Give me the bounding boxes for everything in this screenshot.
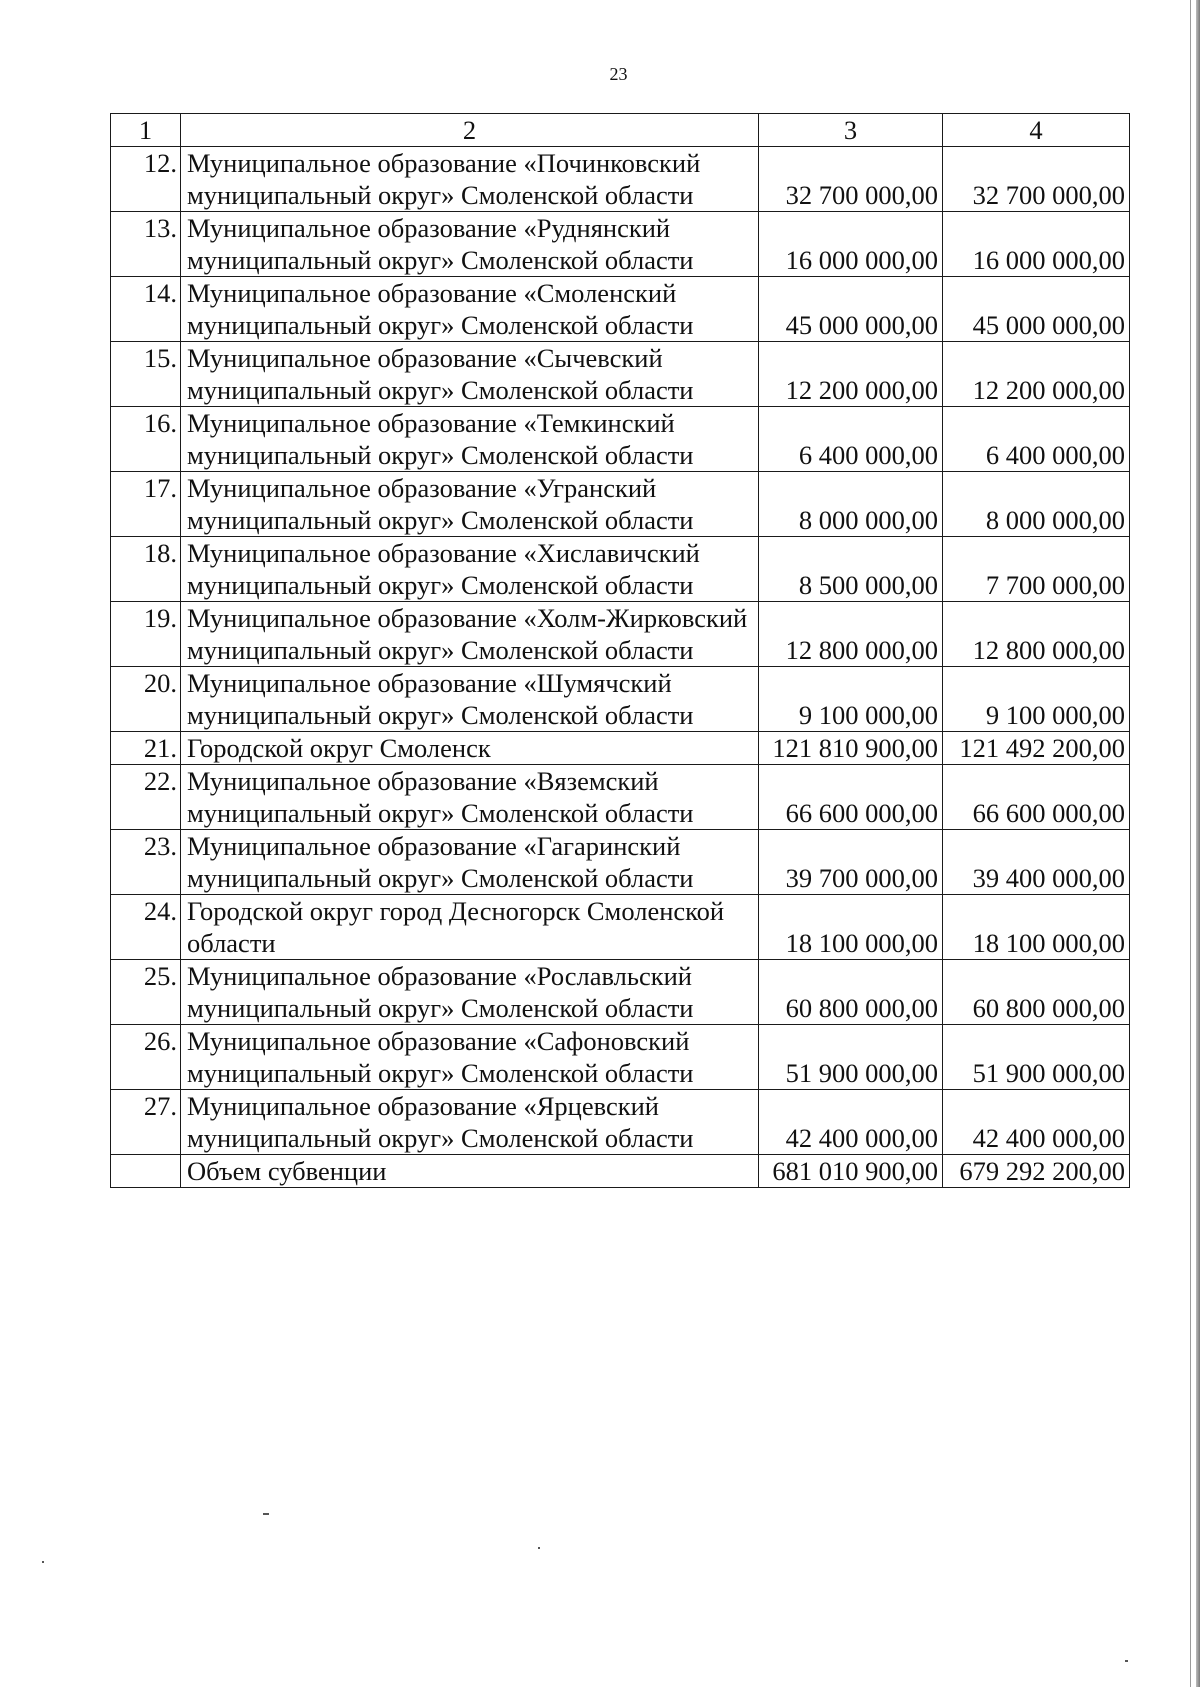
column-header: 3 (759, 114, 943, 147)
table-row (111, 1025, 1130, 1090)
row-number: 18. (111, 537, 181, 602)
table-row (111, 342, 1130, 407)
table-row (111, 732, 1130, 765)
table-row (111, 407, 1130, 472)
amount-col4: 60 800 000,00 (943, 960, 1130, 1025)
table-row (111, 472, 1130, 537)
row-number: 24. (111, 895, 181, 960)
table-row (111, 830, 1130, 895)
amount-col3: 66 600 000,00 (759, 765, 943, 830)
amount-col4: 32 700 000,00 (943, 147, 1130, 212)
row-number: 22. (111, 765, 181, 830)
row-number: 16. (111, 407, 181, 472)
amount-col3: 16 000 000,00 (759, 212, 943, 277)
municipality-name: Муниципальное образование «Сычевский муниципальный округ» Смоленской области (181, 342, 759, 407)
amount-col3: 32 700 000,00 (759, 147, 943, 212)
table-row (111, 147, 1130, 212)
amount-col4: 16 000 000,00 (943, 212, 1130, 277)
amount-col3: 9 100 000,00 (759, 667, 943, 732)
table-row (111, 667, 1130, 732)
municipality-name: Объем субвенции (181, 1155, 759, 1188)
amount-col4: 66 600 000,00 (943, 765, 1130, 830)
binding-edge-shadow (1196, 0, 1200, 1687)
municipality-name: Муниципальное образование «Шумячский муниципальный округ» Смоленской области (181, 667, 759, 732)
row-number: 21. (111, 732, 181, 765)
municipality-name: Городской округ Смоленск (181, 732, 759, 765)
municipality-name: Муниципальное образование «Починковский муниципальный округ» Смоленской области (181, 147, 759, 212)
municipality-name: Муниципальное образование «Угранский муниципальный округ» Смоленской области (181, 472, 759, 537)
row-number: 14. (111, 277, 181, 342)
scan-speck (1125, 1660, 1128, 1662)
table-row (111, 537, 1130, 602)
municipality-name: Муниципальное образование «Руднянский муниципальный округ» Смоленской области (181, 212, 759, 277)
amount-col4: 8 000 000,00 (943, 472, 1130, 537)
amount-col3: 8 000 000,00 (759, 472, 943, 537)
row-number: 15. (111, 342, 181, 407)
municipality-name: Муниципальное образование «Смоленский муниципальный округ» Смоленской области (181, 277, 759, 342)
amount-col3: 45 000 000,00 (759, 277, 943, 342)
row-number: 17. (111, 472, 181, 537)
municipality-name: Муниципальное образование «Гагаринский муниципальный округ» Смоленской области (181, 830, 759, 895)
row-number: 19. (111, 602, 181, 667)
amount-col4: 42 400 000,00 (943, 1090, 1130, 1155)
table-row (111, 277, 1130, 342)
row-number: 13. (111, 212, 181, 277)
scan-speck (538, 1547, 540, 1549)
table-row (111, 895, 1130, 960)
row-number (111, 1155, 181, 1188)
table-row (111, 960, 1130, 1025)
municipality-name: Муниципальное образование «Ярцевский муниципальный округ» Смоленской области (181, 1090, 759, 1155)
municipality-name: Муниципальное образование «Сафоновский муниципальный округ» Смоленской области (181, 1025, 759, 1090)
amount-col4: 7 700 000,00 (943, 537, 1130, 602)
amount-col3: 12 200 000,00 (759, 342, 943, 407)
amount-col3: 39 700 000,00 (759, 830, 943, 895)
table-row (111, 1090, 1130, 1155)
amount-col4: 51 900 000,00 (943, 1025, 1130, 1090)
table-row (111, 602, 1130, 667)
municipality-name: Муниципальное образование «Вяземский муниципальный округ» Смоленской области (181, 765, 759, 830)
municipality-name: Муниципальное образование «Холм-Жирковский муниципальный округ» Смоленской области (181, 602, 759, 667)
amount-col4: 12 800 000,00 (943, 602, 1130, 667)
subvention-table (110, 113, 1130, 1188)
amount-col4: 18 100 000,00 (943, 895, 1130, 960)
row-number: 12. (111, 147, 181, 212)
amount-col3: 12 800 000,00 (759, 602, 943, 667)
amount-col4: 39 400 000,00 (943, 830, 1130, 895)
amount-col4: 9 100 000,00 (943, 667, 1130, 732)
row-number: 27. (111, 1090, 181, 1155)
amount-col3: 60 800 000,00 (759, 960, 943, 1025)
scan-speck (42, 1561, 44, 1563)
column-header: 4 (943, 114, 1130, 147)
amount-col4: 45 000 000,00 (943, 277, 1130, 342)
amount-col3: 18 100 000,00 (759, 895, 943, 960)
row-number: 23. (111, 830, 181, 895)
page-number: 23 (609, 64, 628, 84)
municipality-name: Муниципальное образование «Темкинский муниципальный округ» Смоленской области (181, 407, 759, 472)
row-number: 25. (111, 960, 181, 1025)
municipality-name: Городской округ город Десногорск Смоленской области (181, 895, 759, 960)
amount-col3: 51 900 000,00 (759, 1025, 943, 1090)
table-row (111, 765, 1130, 830)
amount-col4: 679 292 200,00 (943, 1155, 1130, 1188)
amount-col3: 121 810 900,00 (759, 732, 943, 765)
total-row (111, 1155, 1130, 1188)
column-header: 2 (181, 114, 759, 147)
table-row (111, 212, 1130, 277)
amount-col3: 8 500 000,00 (759, 537, 943, 602)
row-number: 20. (111, 667, 181, 732)
amount-col4: 121 492 200,00 (943, 732, 1130, 765)
municipality-name: Муниципальное образование «Рославльский муниципальный округ» Смоленской области (181, 960, 759, 1025)
table-header-row (111, 114, 1130, 147)
amount-col4: 12 200 000,00 (943, 342, 1130, 407)
amount-col3: 42 400 000,00 (759, 1090, 943, 1155)
amount-col4: 6 400 000,00 (943, 407, 1130, 472)
municipality-name: Муниципальное образование «Хиславичский муниципальный округ» Смоленской области (181, 537, 759, 602)
column-header: 1 (111, 114, 181, 147)
amount-col3: 6 400 000,00 (759, 407, 943, 472)
binding-edge-line (1190, 0, 1191, 1687)
row-number: 26. (111, 1025, 181, 1090)
scan-speck (263, 1513, 269, 1515)
amount-col3: 681 010 900,00 (759, 1155, 943, 1188)
